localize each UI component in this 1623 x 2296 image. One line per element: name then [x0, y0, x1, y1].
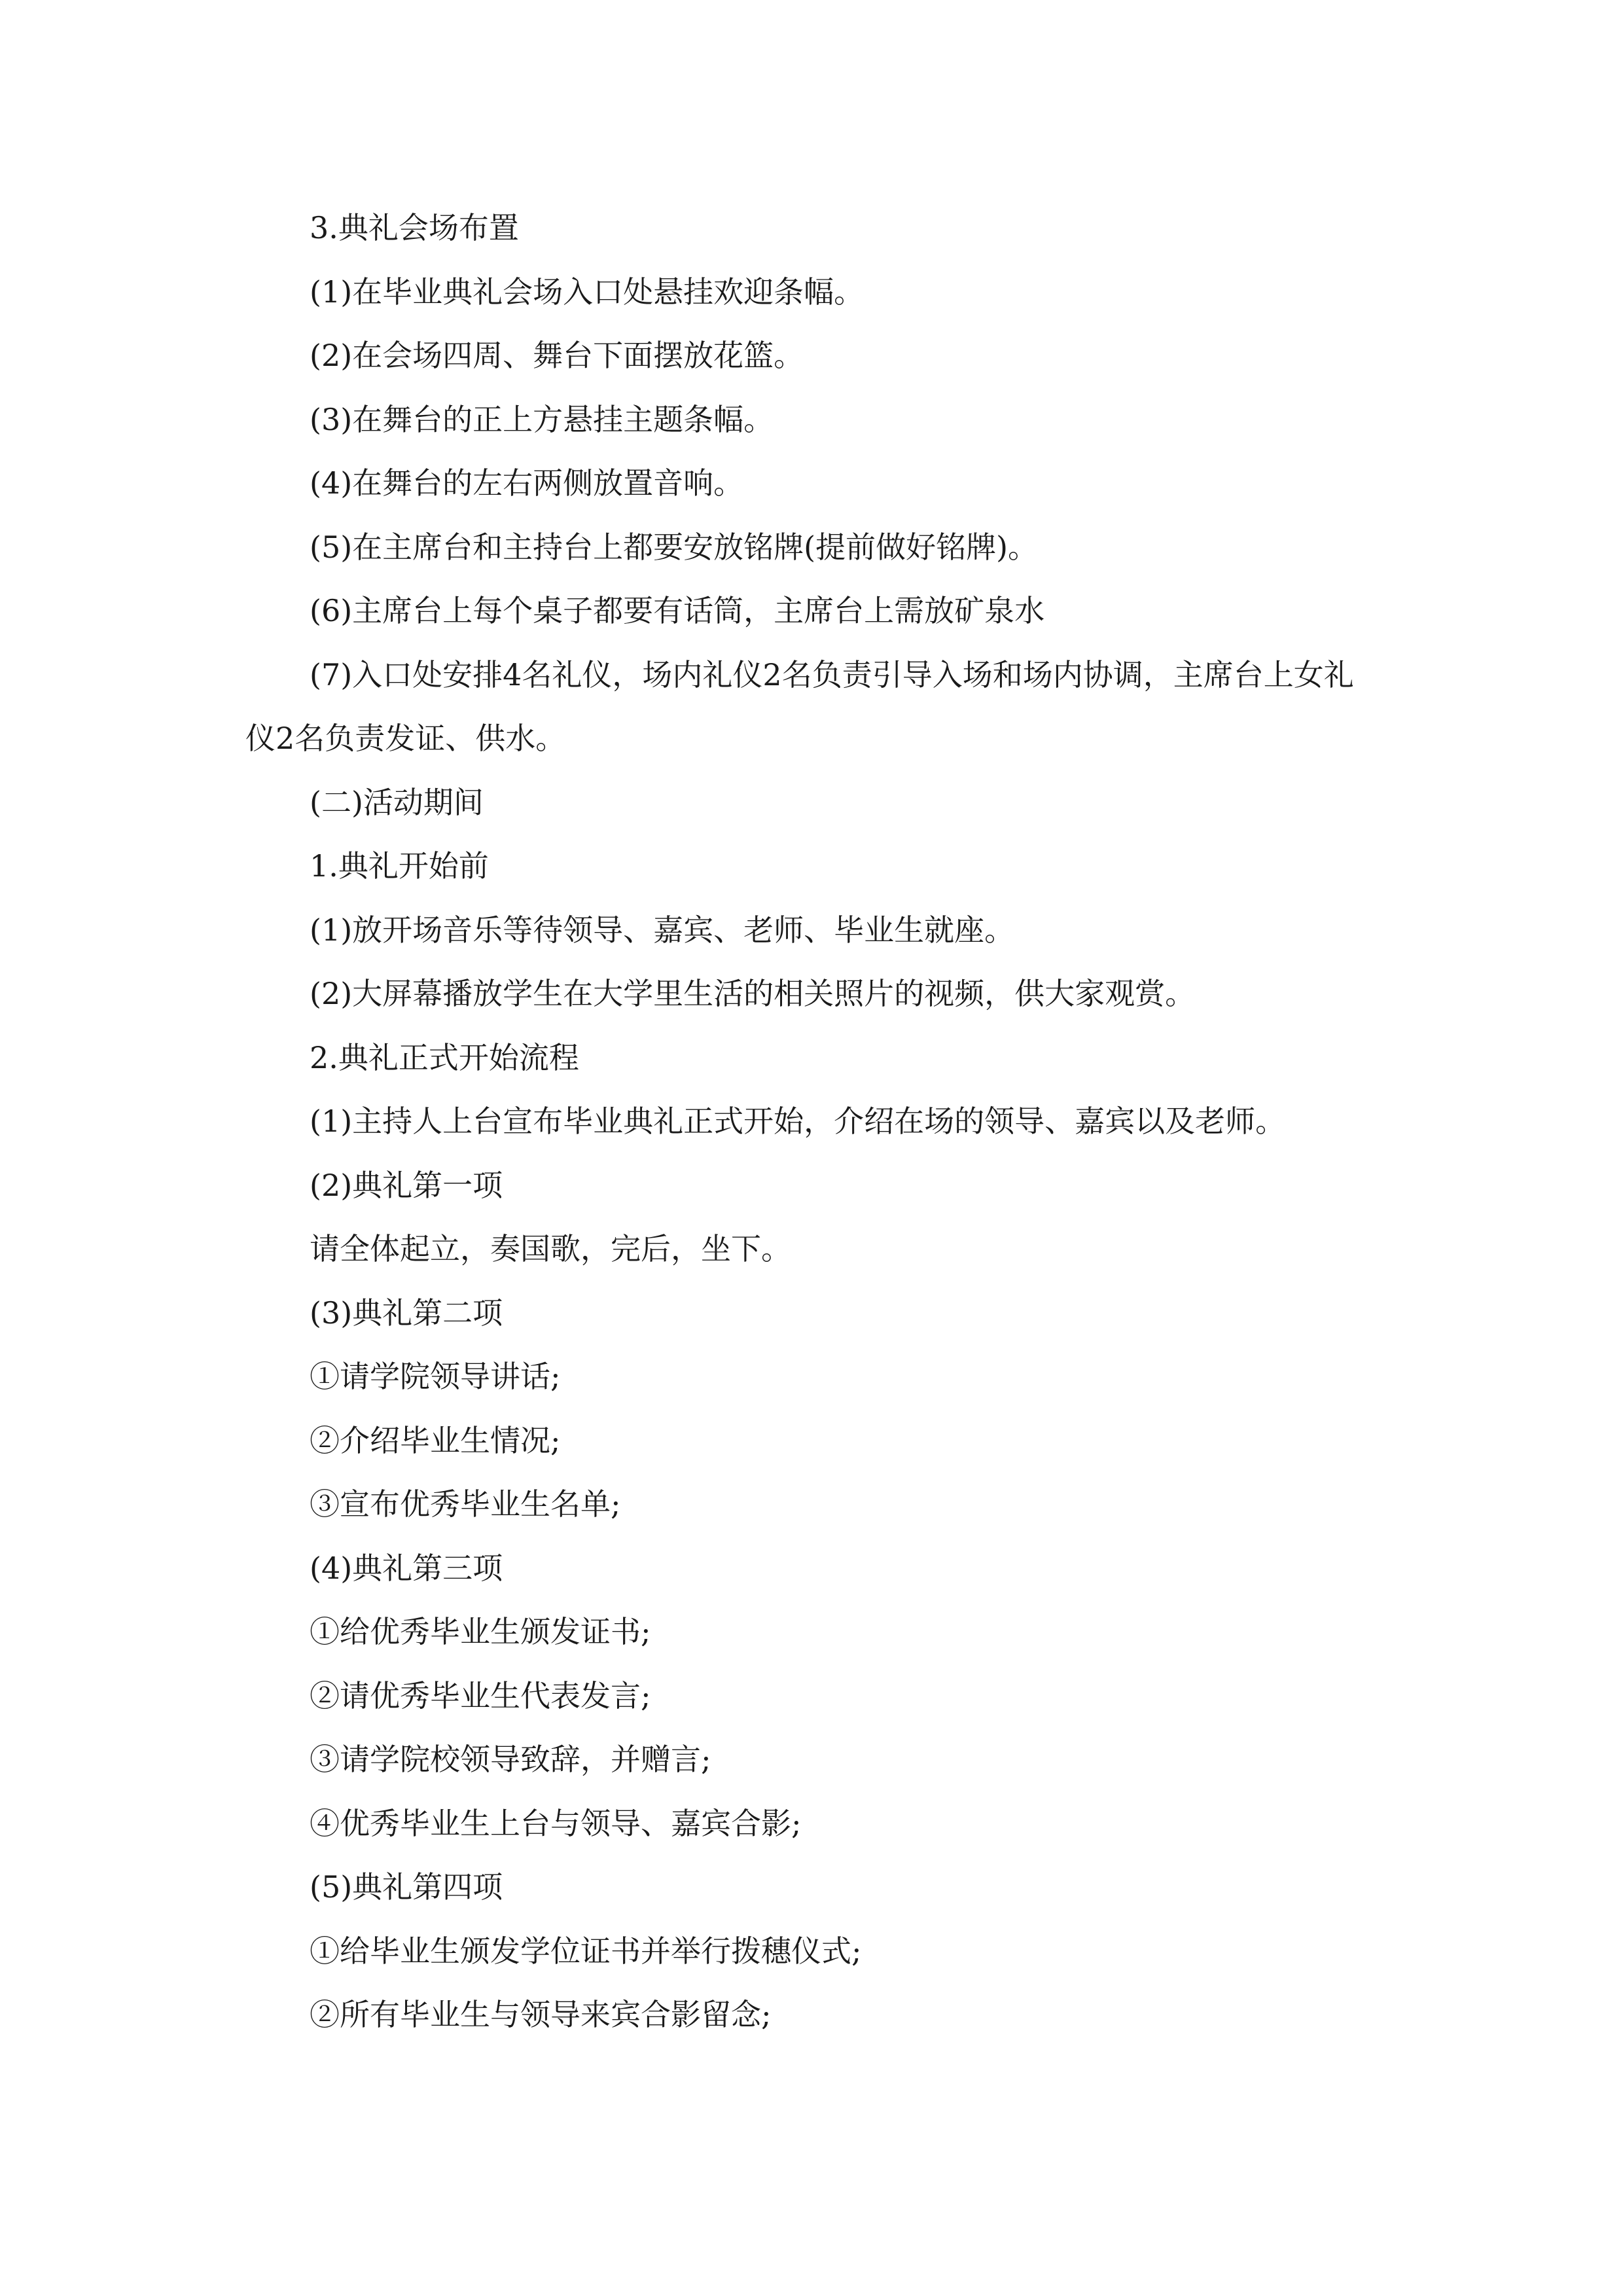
paragraph-flow-item-3: (3)典礼第二项	[310, 1295, 503, 1331]
paragraph-before-item-1: (1)放开场音乐等待领导、嘉宾、老师、毕业生就座。	[310, 912, 1015, 948]
paragraph-before-item-2: (2)大屏幕播放学生在大学里生活的相关照片的视频，供大家观赏。	[310, 976, 1196, 1011]
paragraph-flow-item-4-sub-2: ②请优秀毕业生代表发言;	[310, 1677, 651, 1713]
paragraph-flow-item-4-sub-4: ④优秀毕业生上台与领导、嘉宾合影;	[310, 1805, 802, 1841]
paragraph-flow-item-2: (2)典礼第一项	[310, 1167, 503, 1203]
paragraph-venue-item-7: (7)入口处安排4名礼仪，场内礼仪2名负责引导入场和场内协调，主席台上女礼仪2名负责发证、供水。	[245, 656, 1354, 756]
paragraph-venue-item-3: (3)在舞台的正上方悬挂主题条幅。	[310, 401, 774, 437]
paragraph-venue-item-5: (5)在主席台和主持台上都要安放铭牌(提前做好铭牌)。	[310, 529, 1039, 565]
paragraph-section-heading-venue: 3.典礼会场布置	[310, 210, 519, 245]
paragraph-venue-item-1: (1)在毕业典礼会场入口处悬挂欢迎条幅。	[310, 274, 865, 310]
paragraph-venue-item-4: (4)在舞台的左右两侧放置音响。	[310, 465, 744, 501]
paragraph-flow-item-2-detail: 请全体起立，奏国歌，完后，坐下。	[310, 1231, 791, 1266]
document-body	[245, 196, 1381, 2047]
paragraph-venue-item-2: (2)在会场四周、舞台下面摆放花篮。	[310, 338, 804, 373]
paragraph-section-heading-during-event: (二)活动期间	[310, 784, 484, 820]
paragraph-flow-item-3-sub-3: ③宣布优秀毕业生名单;	[310, 1486, 621, 1522]
paragraph-flow-item-5-sub-1: ①给毕业生颁发学位证书并举行拨穗仪式;	[310, 1933, 862, 1969]
paragraph-venue-item-6: (6)主席台上每个桌子都要有话筒，主席台上需放矿泉水	[310, 593, 1045, 628]
paragraph-flow-item-4-sub-1: ①给优秀毕业生颁发证书;	[310, 1614, 651, 1649]
paragraph-flow-item-4-sub-3: ③请学院校领导致辞，并赠言;	[310, 1742, 711, 1777]
paragraph-subheading-before-ceremony: 1.典礼开始前	[310, 848, 489, 884]
paragraph-flow-item-3-sub-1: ①请学院领导讲话;	[310, 1359, 561, 1394]
paragraph-flow-item-1: (1)主持人上台宣布毕业典礼正式开始，介绍在场的领导、嘉宾以及老师。	[310, 1103, 1286, 1139]
paragraph-subheading-ceremony-flow: 2.典礼正式开始流程	[310, 1039, 579, 1075]
paragraph-flow-item-3-sub-2: ②介绍毕业生情况;	[310, 1422, 561, 1458]
paragraph-flow-item-5-sub-2: ②所有毕业生与领导来宾合影留念;	[310, 1997, 772, 2032]
paragraph-flow-item-4: (4)典礼第三项	[310, 1550, 503, 1586]
paragraph-flow-item-5: (5)典礼第四项	[310, 1869, 503, 1905]
